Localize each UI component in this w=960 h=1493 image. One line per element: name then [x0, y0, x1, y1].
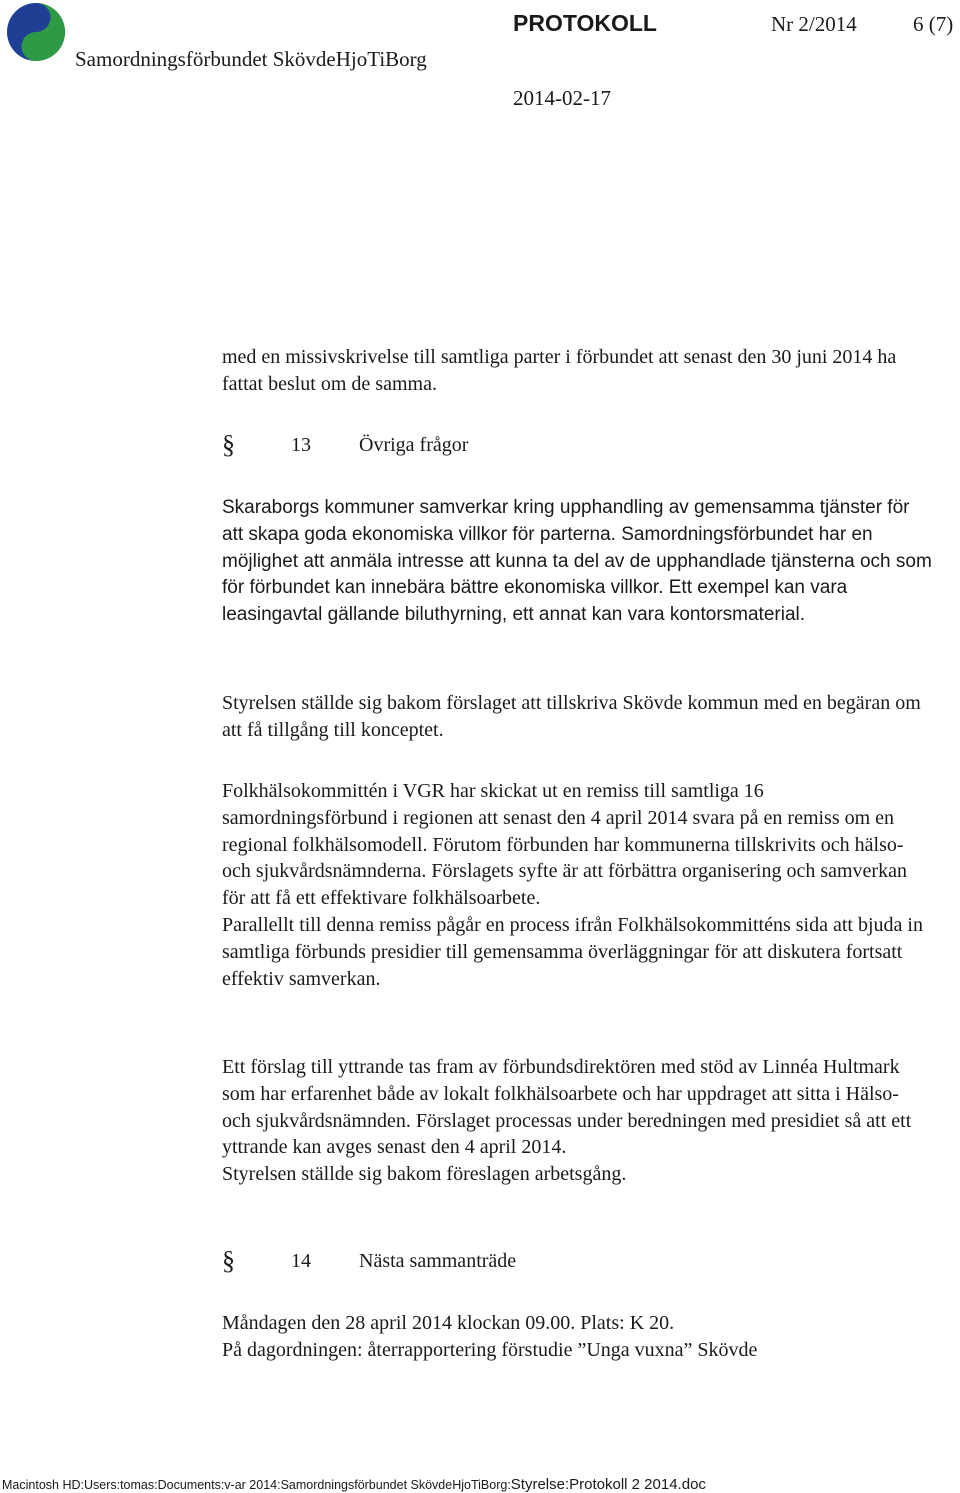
paragraph-text: Skaraborgs kommuner samverkar kring upphandling av gemensamma tjänster för att skapa goda ekonomiska villkor för parterna. Samordningsförbundet har en möjlighet att anmäla intresse att kunna ta del av de upphandlade tjänsterna och som för förbundet kan innebära bättre ekonomiska villkor. — [222, 497, 932, 599]
paragraph-text-continued: Parallellt till denna remiss pågår en process ifrån Folkhälsokommitténs sida att bjuda in samtliga förbunds presidier till gemensamma överläggningar för att diskutera fortsatt effektiv samverkan. — [222, 913, 923, 990]
logo-icon — [6, 2, 66, 62]
paragraph-text-continued: Ett exempel kan vara leasingavtal gällande biluthyrning, ett annat kan vara kontorsmaterial. — [222, 577, 848, 626]
paragraph-symbol: § — [222, 430, 235, 459]
file-path-prefix: Macintosh HD:Users:tomas:Documents:v-ar 2014:Samordningsförbundet SkövdeHjoTiBorg: — [2, 1478, 511, 1492]
section-13-paragraph-2: Styrelsen ställde sig bakom förslaget att tillskriva Skövde kommun med en begäran om att få tillgång till konceptet. — [222, 692, 921, 741]
section-14-content — [222, 1310, 932, 1364]
section-13-paragraph-3 — [222, 778, 932, 992]
paragraph-text: Folkhälsokommittén i VGR har skickat ut en remiss till samtliga 16 samordningsförbund i regionen att senast den 4 april 2014 svara på en remiss om en regional folkhälsomodell. Förutom förbunden har kommunerna tillskrivits och hälso- och sjukvårdsnämnderna. Förslagets syfte är att förbättra organisering och samverkan för att få ett effektivare folkhälsoarbete. — [222, 780, 907, 910]
footer-file-path — [2, 1476, 706, 1493]
organization-name: Samordningsförbundet SkövdeHjoTiBorg — [75, 47, 427, 71]
page-indicator: 6 (7) — [913, 12, 954, 36]
section-13-paragraph-4 — [222, 1054, 932, 1188]
document-title: PROTOKOLL — [513, 10, 657, 36]
section-title: Övriga frågor — [359, 434, 469, 456]
agenda-line: På dagordningen: återrapportering förstudie ”Unga vuxna” Skövde — [222, 1338, 758, 1361]
section-number: 14 — [291, 1250, 311, 1272]
section-title: Nästa sammanträde — [359, 1250, 517, 1272]
intro-paragraph: med en missivskrivelse till samtliga parter i förbundet att senast den 30 juni 2014 ha fattat beslut om de samma. — [222, 346, 897, 395]
document-date: 2014-02-17 — [513, 86, 611, 110]
paragraph-symbol: § — [222, 1246, 235, 1275]
file-path-name: Styrelse:Protokoll 2 2014.doc — [510, 1476, 706, 1493]
meeting-date-line: Måndagen den 28 april 2014 klockan 09.00. Plats: K 20. — [222, 1312, 675, 1334]
document-number: Nr 2/2014 — [771, 12, 857, 36]
paragraph-decision: Styrelsen ställde sig bakom föreslagen arbetsgång. — [222, 1163, 627, 1186]
section-number: 13 — [291, 434, 311, 456]
section-13-paragraph-1 — [222, 495, 932, 629]
paragraph-text: Ett förslag till yttrande tas fram av förbundsdirektören med stöd av Linnéa Hultmark som har erfarenhet både av lokalt folkhälsoarbete och har uppdraget att sitta i Hälso- och sjukvårdsnämnden. Förslaget processas under beredningen med presidiet så att ett yttrande kan avges senast den 4 april 2014. — [222, 1056, 912, 1159]
